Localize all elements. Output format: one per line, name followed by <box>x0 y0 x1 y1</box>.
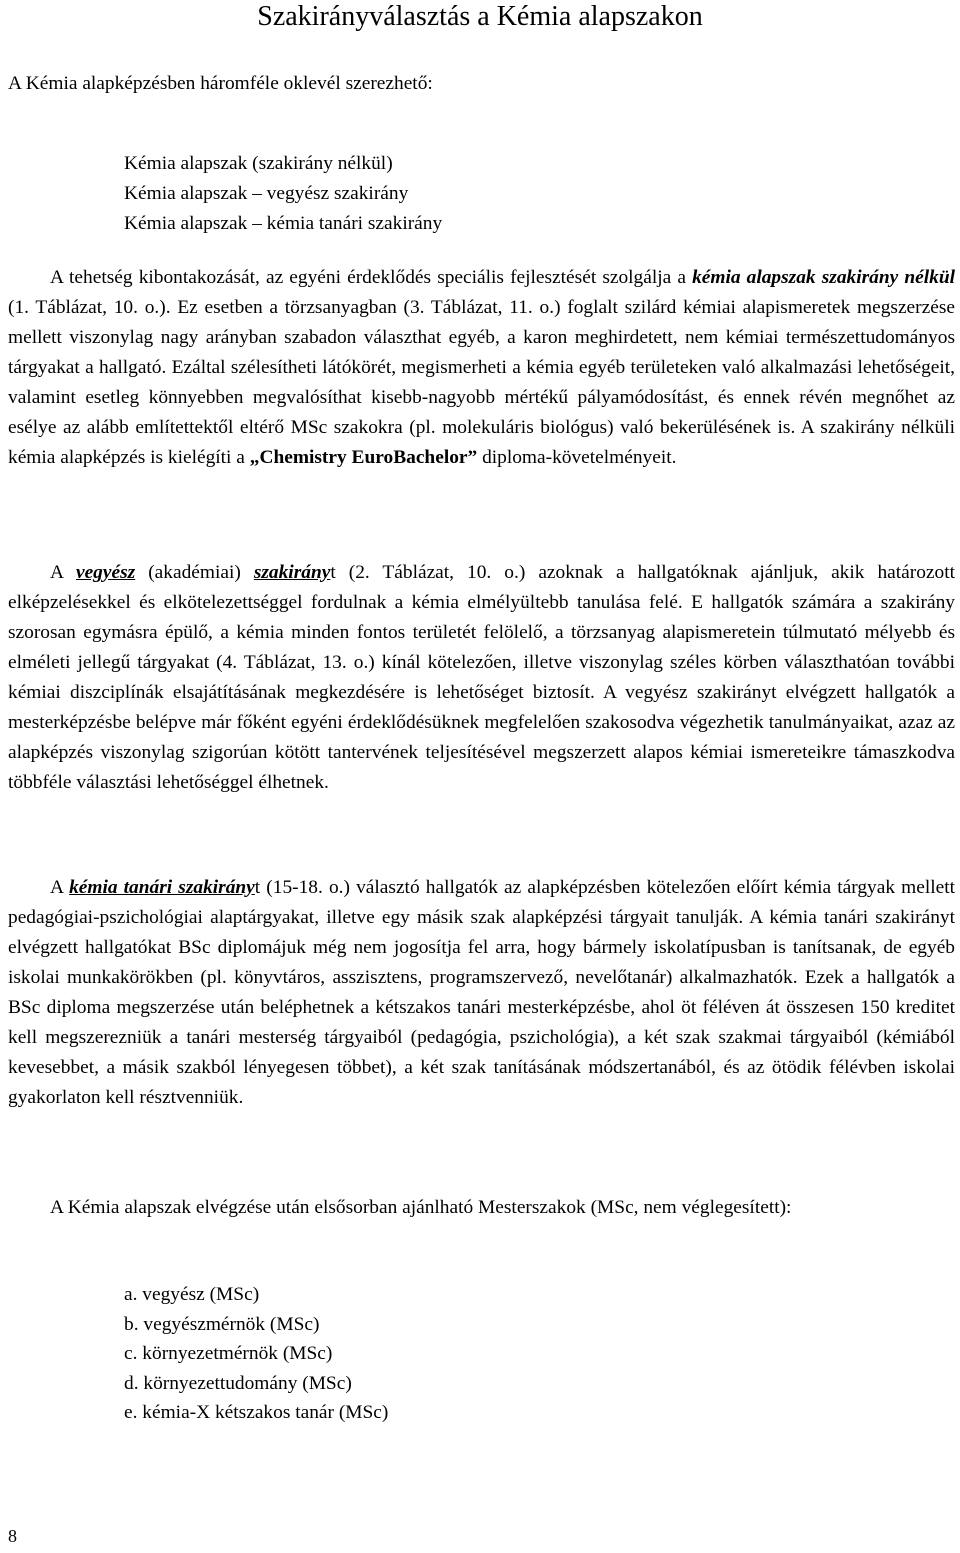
text-run: diploma-követelményeit. <box>477 447 677 468</box>
msc-item: d. környezettudomány (MSc) <box>124 1372 352 1394</box>
msc-item: e. kémia-X kétszakos tanár (MSc) <box>124 1402 389 1423</box>
paragraph-no-specialization <box>8 263 955 473</box>
text-run: (1. Táblázat, 10. o.). Ez esetben a törzsanyagban (3. Táblázat, 11. o.) foglalt szilárd kémiai alapismeretek megszerzése mellett viszonylag nagy arányban szabadon választhat egyéb, a karon meghirdetett, nem kémiai természettudományos tárgyakat a hallgató. Ezáltal szélesítheti látókörét, megismerheti a kémia egyéb területeken való alkalmazási lehetőségeit, valamint esetleg könnyebben megvalósíthat kisebb-nagyobb mértékű pályamódosítást, és ennek révén megnőhet az esélye az alább említettektől eltérő MSc szakokra (pl. molekuláris biológus) való bekerülésének is. A szakirány nélküli kémia alapképzés is kielégíti a <box>8 297 955 468</box>
emphasis-text: kémia tanári szakirány <box>69 877 255 898</box>
degree-list <box>124 149 442 239</box>
text-run: A <box>50 562 76 583</box>
intro-text: A Kémia alapképzésben háromféle oklevél szerezhető: <box>8 73 433 94</box>
text-run: (akadémiai) <box>135 562 254 583</box>
page-title: Szakirányválasztás a Kémia alapszakon <box>257 1 703 32</box>
paragraph-chemist-specialization <box>8 558 955 798</box>
msc-item: a. vegyész (MSc) <box>124 1284 260 1305</box>
emphasis-text: szakirány <box>253 562 331 583</box>
degree-item: Kémia alapszak (szakirány nélkül) <box>124 153 393 174</box>
text-run: A <box>50 877 70 898</box>
msc-list <box>124 1280 388 1428</box>
bold-text: „Chemistry EuroBachelor” <box>249 447 478 468</box>
page-number: 8 <box>8 1526 17 1546</box>
degree-item: Kémia alapszak – vegyész szakirány <box>124 183 409 204</box>
emphasis-text: vegyész <box>75 562 136 583</box>
text-run: t (15-18. o.) választó hallgatók az alapképzésben kötelezően előírt kémia tárgyak mellett pedagógiai-pszichológiai alaptárgyakat, illetve egy másik szak alapképzési tárgyait tanulják. A kémia tanári szakirányt elvégzett hallgatókat BSc diplomájuk még nem jogosítja fel arra, hogy bármely iskolatípusban is tanítsanak, de egyéb iskolai munkakörökben (pl. könyvtáros, asszisztens, programszervező, nevelőtanár) alkalmazhatók. Ezek a hallgatók a BSc diploma megszerzése után beléphetnek a kétszakos tanári mesterképzésbe, ahol öt féléven át összesen 150 kreditet kell megszerezniük a tanári mesterség tárgyaiból (pedagógia, pszichológia), a két szak szakmai tárgyaiból (kémiából kevesebbet, a másik szakból lényegesen többet), a két szak tanításának módszertanából, és az ötödik félévben iskolai gyakorlaton kell résztvenniük. <box>8 877 956 1108</box>
text-run: t (2. Táblázat, 10. o.) azoknak a hallgatóknak ajánljuk, akik határozott elképzelésekkel és elkötelezettséggel fordulnak a kémia elmélyültebb tanulása felé. E hallgatók számára a szakirány szorosan egymásra épülő, a kémia minden fontos területét felölelő, a törzsanyag alapismeretein túlmutató mélyebb és elméleti jellegű tárgyakat (4. Táblázat, 13. o.) kínál kötelezően, illetve viszonylag széles körben választhatóan további kémiai diszciplínák elsajátításának megkezdésére is lehetőséget biztosít. A vegyész szakirányt elvégzett hallgatók a mesterképzésbe belépve már főként egyéni érdeklődésüknek megfelelően szakosodva végezhetik tanulmányaikat, azaz az alapképzés viszonylag szigorúan kötött tantervének teljesítésével megszerzett alapos kémiai ismereteikre támaszkodva többféle választási lehetőséggel élhetnek. <box>8 562 956 793</box>
emphasis-text: kémia alapszak szakirány nélkül <box>692 267 955 288</box>
msc-item: b. vegyészmérnök (MSc) <box>124 1313 320 1335</box>
paragraph-msc-intro: A Kémia alapszak elvégzése után elsősorban ajánlható Mesterszakok (MSc, nem véglegesített): <box>50 1197 792 1218</box>
paragraph-teacher-specialization <box>8 873 955 1113</box>
text-run: A tehetség kibontakozását, az egyéni érdeklődés speciális fejlesztését szolgálja a <box>50 267 693 288</box>
degree-item: Kémia alapszak – kémia tanári szakirány <box>124 213 443 234</box>
msc-item: c. környezetmérnök (MSc) <box>124 1343 333 1364</box>
